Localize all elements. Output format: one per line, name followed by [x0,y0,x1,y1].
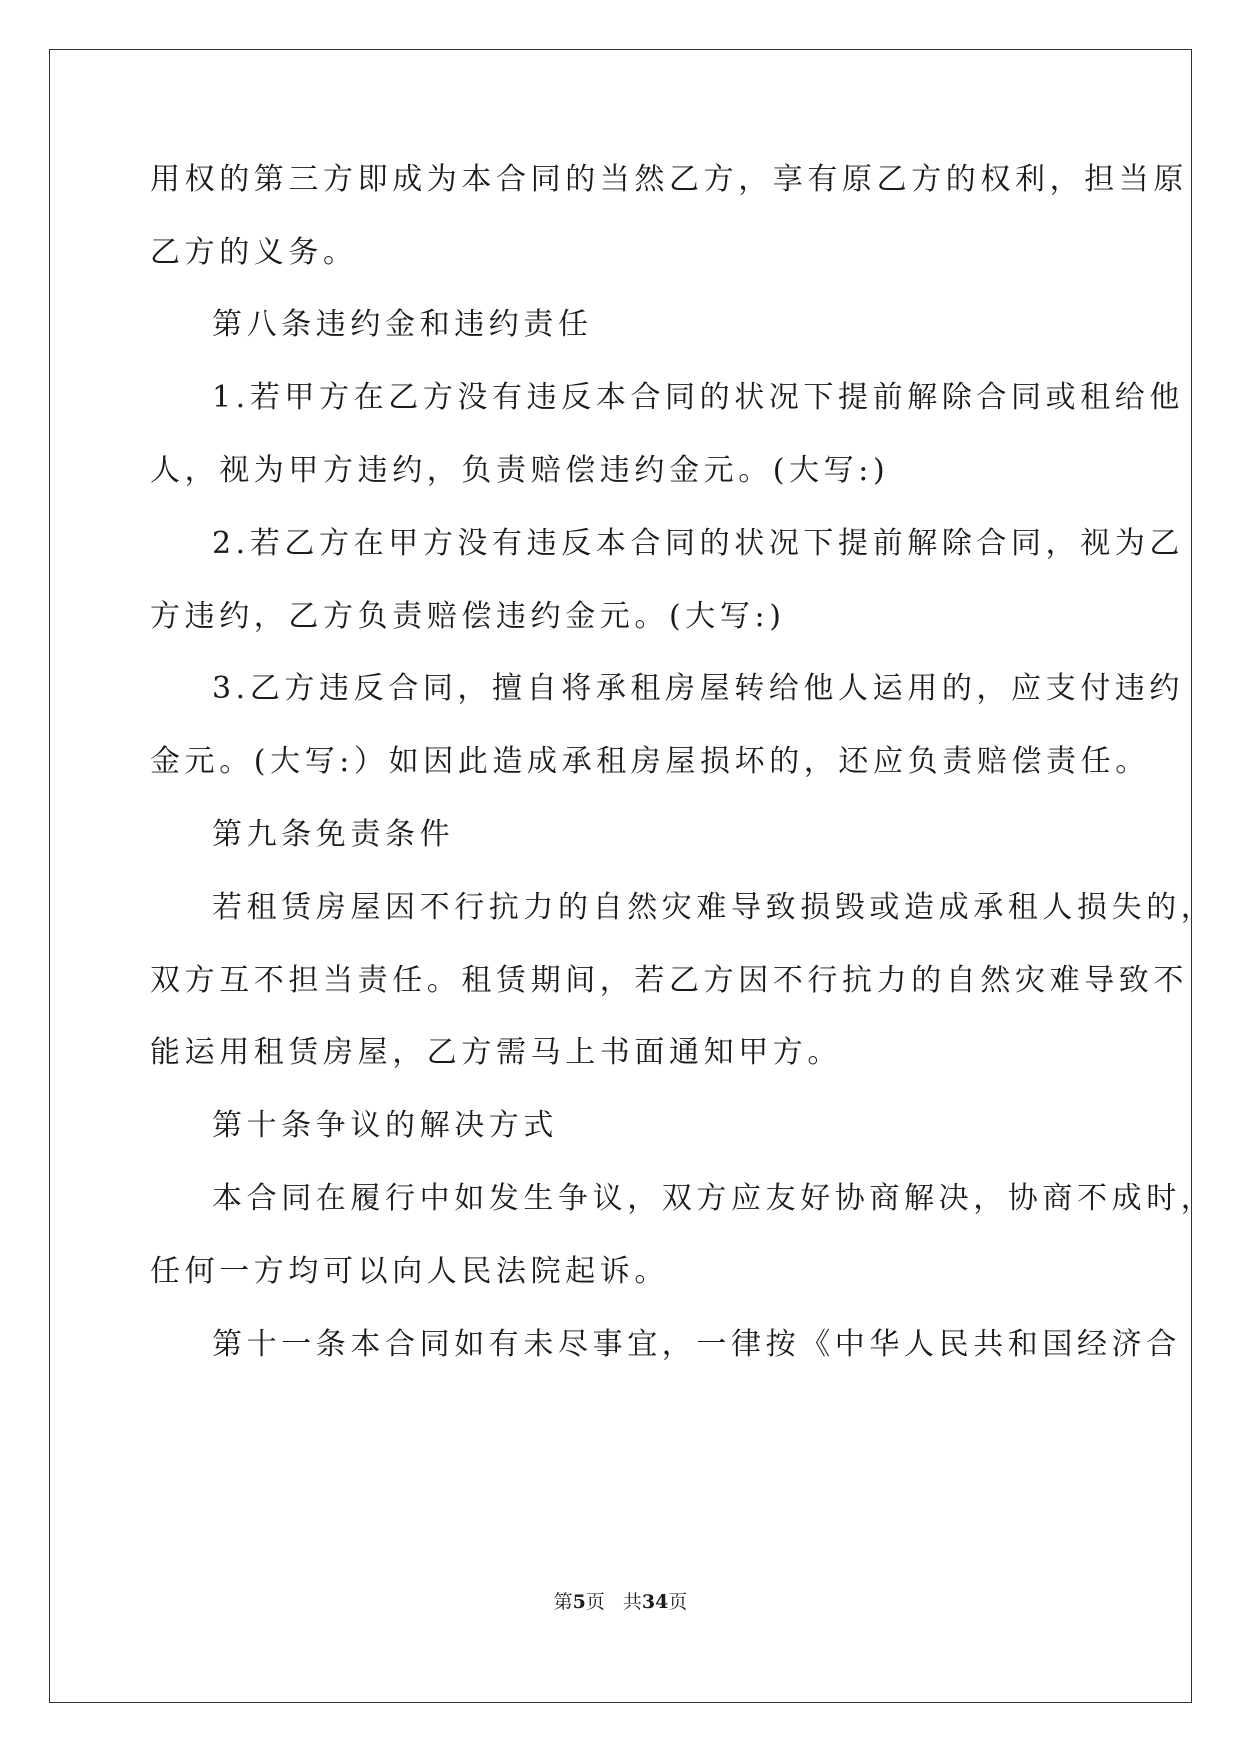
current-page-number: 5 [572,1591,586,1613]
text-line: 若租赁房屋因不行抗力的自然灾难导致损毁或造成承租人损失的， [212,890,1216,925]
text-line: 任何一方均可以向人民法院起诉。 [150,1254,669,1289]
page-border [49,49,1192,1703]
section-heading: 第九条免责条件 [212,817,455,852]
text-line: 第十一条本合同如有未尽事宜，一律按《中华人民共和国经济合 [212,1327,1181,1362]
text-line: 本合同在履行中如发生争议，双方应友好协商解决，协商不成时， [212,1181,1216,1216]
page-footer [0,1590,1241,1614]
section-heading: 第十条争议的解决方式 [212,1108,558,1143]
text-line: 用权的第三方即成为本合同的当然乙方，享有原乙方的权利，担当原 [150,162,1188,197]
text-line: 方违约，乙方负责赔偿违约金元。(大写:) [150,599,786,634]
text-line: 2.若乙方在甲方没有违反本合同的状况下提前解除合同，视为乙 [212,526,1185,561]
total-pages-number: 34 [641,1591,669,1613]
footer-page-suffix: 页 [585,1591,605,1613]
text-line: 3.乙方违反合同，擅自将承租房屋转给他人运用的，应支付违约 [212,671,1185,706]
footer-total-suffix: 页 [668,1591,688,1613]
text-line: 双方互不担当责任。租赁期间，若乙方因不行抗力的自然灾难导致不 [150,963,1188,998]
text-line: 金元。(大写:）如因此造成承租房屋损坏的，还应负责赔偿责任。 [150,744,1150,779]
text-line: 能运用租赁房屋，乙方需马上书面通知甲方。 [150,1035,842,1070]
text-line: 人，视为甲方违约，负责赔偿违约金元。(大写:) [150,453,890,488]
footer-total-prefix: 共 [622,1591,642,1613]
text-line: 1.若甲方在乙方没有违反本合同的状况下提前解除合同或租给他 [212,380,1185,415]
section-heading: 第八条违约金和违约责任 [212,307,593,342]
footer-prefix: 第 [553,1591,573,1613]
text-line: 乙方的义务。 [150,235,358,270]
